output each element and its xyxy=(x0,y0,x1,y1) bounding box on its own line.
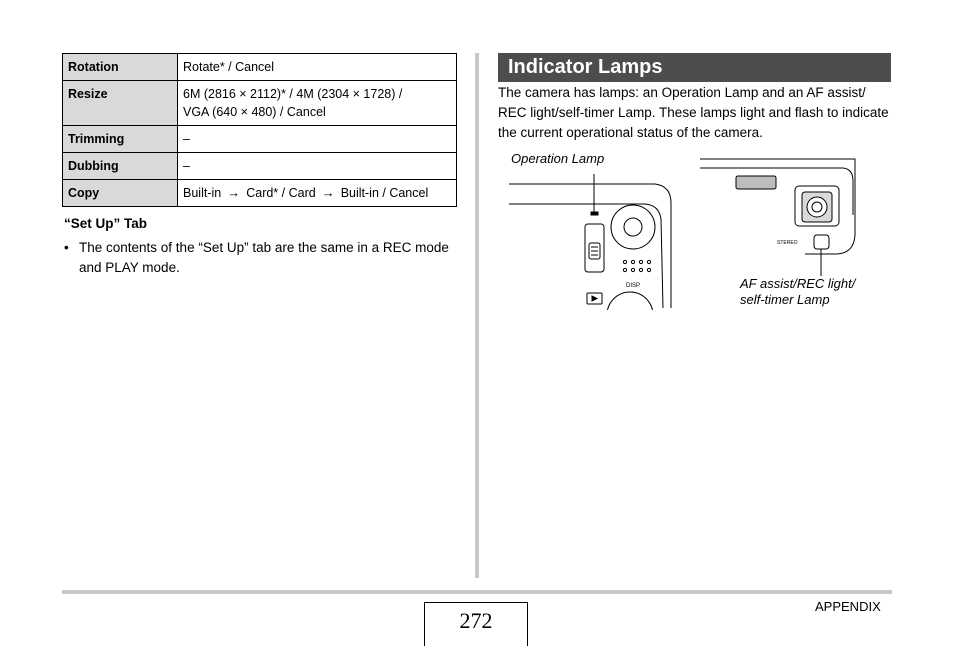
row-value: – xyxy=(178,153,457,180)
row-key: Copy xyxy=(63,180,178,207)
bullet-icon: • xyxy=(64,240,69,255)
section-label: APPENDIX xyxy=(815,599,881,614)
table-row xyxy=(63,180,457,207)
page-number: 272 xyxy=(459,608,493,633)
section-title: Indicator Lamps xyxy=(498,53,891,82)
row-value xyxy=(178,81,457,126)
table-row xyxy=(63,54,457,81)
copy-option: Built-in / Cancel xyxy=(340,186,429,200)
row-key: Dubbing xyxy=(63,153,178,180)
section-intro: The camera has lamps: an Operation Lamp and an AF assist/ REC light/self-timer Lamp. These lamps light and flash to indicate the current operational status of the camera. xyxy=(498,85,889,140)
row-value: – xyxy=(178,126,457,153)
row-value: Rotate* / Cancel xyxy=(178,54,457,81)
footer-rule xyxy=(62,590,892,594)
row-key: Rotation xyxy=(63,54,178,81)
stereo-label: STEREO xyxy=(777,240,798,246)
disp-label: DISP xyxy=(626,283,641,289)
column-divider xyxy=(475,53,479,578)
copy-source: Built-in xyxy=(183,186,222,200)
arrow-right-icon: → xyxy=(227,185,241,200)
arrow-right-icon: → xyxy=(321,185,335,200)
row-value-line: 6M (2816 × 2112)* / 4M (2304 × 1728) / xyxy=(183,87,403,101)
settings-table xyxy=(62,53,457,207)
af-lamp-callout-line: AF assist/REC light/ xyxy=(740,276,856,291)
setup-tab-heading: “Set Up” Tab xyxy=(64,216,148,231)
af-lamp-callout xyxy=(740,276,855,307)
row-value-line: VGA (640 × 480) / Cancel xyxy=(183,105,326,119)
row-key: Resize xyxy=(63,81,178,126)
table-row xyxy=(63,126,457,153)
af-lamp-callout-line: self-timer Lamp xyxy=(740,291,830,307)
setup-bullet-text: The contents of the “Set Up” tab are the same in a REC mode and PLAY mode. xyxy=(79,240,449,275)
table-row xyxy=(63,153,457,180)
copy-option: Card* / Card xyxy=(246,186,316,200)
setup-bullet xyxy=(64,238,459,278)
row-value xyxy=(178,180,457,207)
row-key: Trimming xyxy=(63,126,178,153)
operation-lamp-callout: Operation Lamp xyxy=(511,151,605,166)
table-row xyxy=(63,81,457,126)
page-number-box xyxy=(424,602,528,646)
